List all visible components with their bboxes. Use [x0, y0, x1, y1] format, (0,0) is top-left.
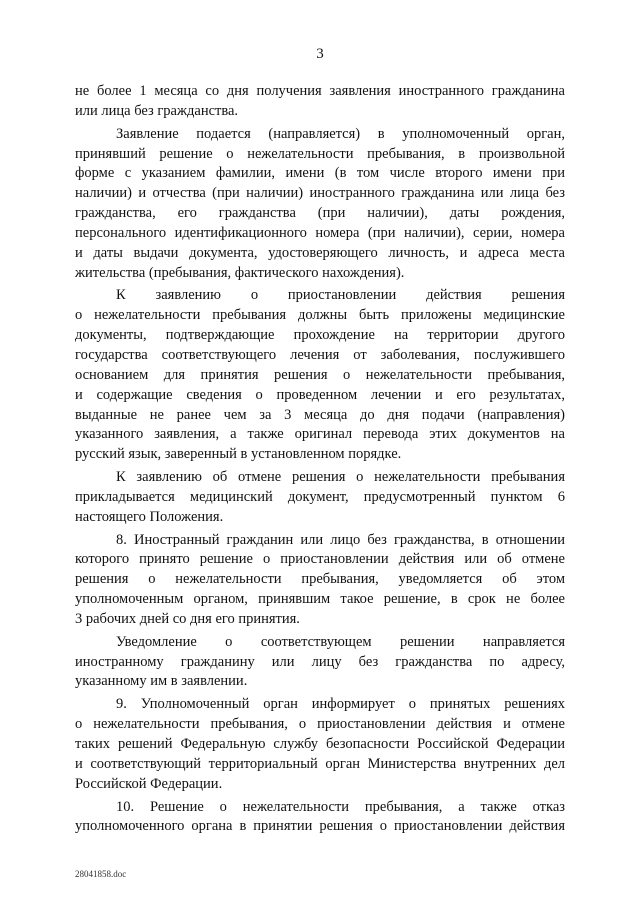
text-line: о нежелательности пребывания, о приостановлении действия и отмене — [75, 716, 565, 733]
paragraph-p4 — [75, 468, 565, 528]
paragraph-p8 — [75, 798, 565, 838]
text-line: персонального идентификационного номера (при наличии), серии, номера — [75, 224, 565, 241]
text-line: иностранному гражданину или лицу без гражданства по адресу, — [75, 653, 565, 670]
paragraph-p6 — [75, 633, 565, 693]
text-line: которого принято решение о приостановлении действия или об отмене — [75, 551, 565, 568]
text-line: таких решений Федеральную службу безопасности Российской Федерации — [75, 736, 565, 752]
text-line: и соответствующий территориальный орган Министерства внутренних дел — [75, 755, 565, 772]
text-line: основанием для принятия решения о нежелательности пребывания, — [75, 366, 565, 383]
text-line: 3 рабочих дней со дня его принятия. — [75, 610, 300, 627]
text-line: 10. Решение о нежелательности пребывания, а также отказ — [116, 798, 565, 815]
text-line: жительства (пребывания, фактического нахождения). — [75, 264, 405, 281]
text-line: наличии) и отчества (при наличии) иностранного гражданина или лица без — [75, 185, 565, 202]
text-line: форме с указанием фамилии, имени (в том числе второго имени при — [75, 165, 565, 182]
text-line: о нежелательности пребывания должны быть приложены медицинские — [75, 307, 565, 324]
document-body — [75, 82, 565, 840]
text-line: 9. Уполномоченный орган информирует о принятых решениях — [116, 696, 565, 713]
text-line: не более 1 месяца со дня получения заявления иностранного гражданина — [75, 83, 565, 99]
paragraph-p7 — [75, 695, 565, 794]
paragraph-p1 — [75, 82, 565, 122]
text-line: Уведомление о соответствующем решении направляется — [116, 633, 565, 650]
text-line: прикладывается медицинский документ, предусмотренный пунктом 6 — [75, 488, 565, 505]
paragraph-p2 — [75, 125, 565, 284]
text-line: уполномоченного органа в принятии решения о приостановлении действия — [75, 818, 565, 835]
text-line: государства соответствующего лечения от заболевания, послужившего — [75, 346, 565, 363]
text-line: выданные не ранее чем за 3 месяца до дня подачи (направления) — [75, 406, 565, 423]
text-line: 8. Иностранный гражданин или лицо без гражданства, в отношении — [116, 531, 565, 548]
text-line: гражданства, его гражданства (при наличии), даты рождения, — [75, 205, 565, 222]
text-line: К заявлению об отмене решения о нежелательности пребывания — [116, 469, 565, 486]
text-line: русский язык, заверенный в установленном порядке. — [75, 446, 402, 463]
text-line: К заявлению о приостановлении действия решения — [116, 287, 565, 304]
text-line: указанного заявления, а также оригинал перевода этих документов на — [75, 426, 565, 443]
text-line: принявший решение о нежелательности пребывания, в произвольной — [75, 145, 565, 162]
page-number: 3 — [316, 46, 324, 62]
text-line: Российской Федерации. — [75, 775, 223, 792]
text-line: и содержащие сведения о проведенном лечении и его результатах, — [75, 386, 565, 403]
paragraph-p5 — [75, 531, 565, 630]
text-line: уполномоченным органом, принявшим такое решение, в срок не более — [75, 591, 565, 608]
text-line: указанному им в заявлении. — [75, 673, 248, 690]
text-line: настоящего Положения. — [75, 508, 224, 525]
text-line: решения о нежелательности пребывания, уведомляется об этом — [75, 571, 565, 588]
text-line: и даты выдачи документа, удостоверяющего личность, и адреса места — [75, 244, 565, 261]
file-name-footer: 28041858.doc — [75, 869, 127, 879]
paragraph-p3 — [75, 286, 565, 465]
text-line: или лица без гражданства. — [75, 102, 239, 119]
text-line: документы, подтверждающие прохождение на территории другого — [75, 327, 565, 344]
text-line: Заявление подается (направляется) в уполномоченный орган, — [116, 125, 565, 142]
